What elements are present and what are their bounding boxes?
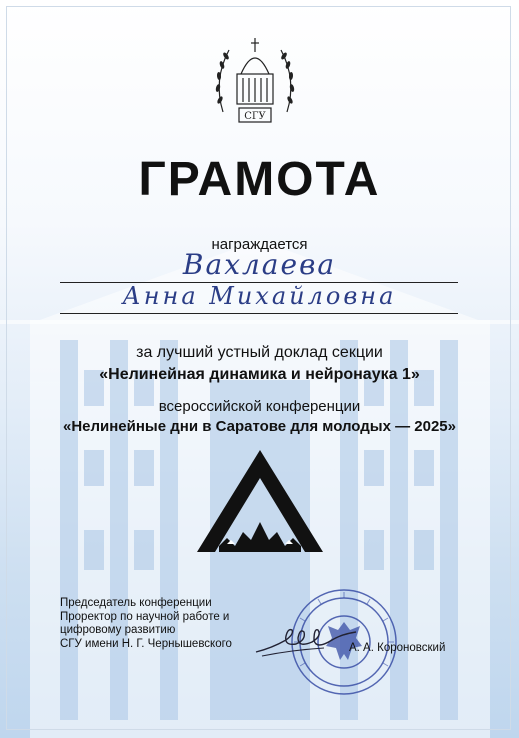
conference-line-2: «Нелинейные дни в Саратове для молодых — 2025» (62, 418, 456, 435)
signatory-line-1: Председатель конференции (60, 597, 212, 609)
recipient-surname: Вахлаева (182, 248, 337, 281)
signatory-line-3: цифровому развитию (60, 624, 176, 636)
name-underline (60, 313, 458, 314)
awarded-label: награждается (211, 236, 308, 253)
reason-line-1: за лучший устный доклад секции (136, 344, 383, 361)
signatory-line-2: Проректор по научной работе и (60, 610, 230, 623)
signatory-block (60, 597, 232, 651)
signature-image (252, 618, 362, 664)
svg-text:СГУ: СГУ (244, 111, 266, 122)
conference-logo-icon (197, 448, 323, 552)
university-emblem-icon (209, 30, 301, 130)
signatory-line-4: СГУ имени Н. Г. Чернышевского (60, 637, 232, 650)
certificate-title: ГРАМОТА (138, 153, 381, 206)
conference-line-1: всероссийской конференции (158, 398, 361, 415)
reason-line-2: «Нелинейная динамика и нейронаука 1» (99, 366, 420, 383)
signatory-name: А. А. Короновский (349, 642, 446, 654)
recipient-name: Анна Михайловна (122, 282, 397, 310)
